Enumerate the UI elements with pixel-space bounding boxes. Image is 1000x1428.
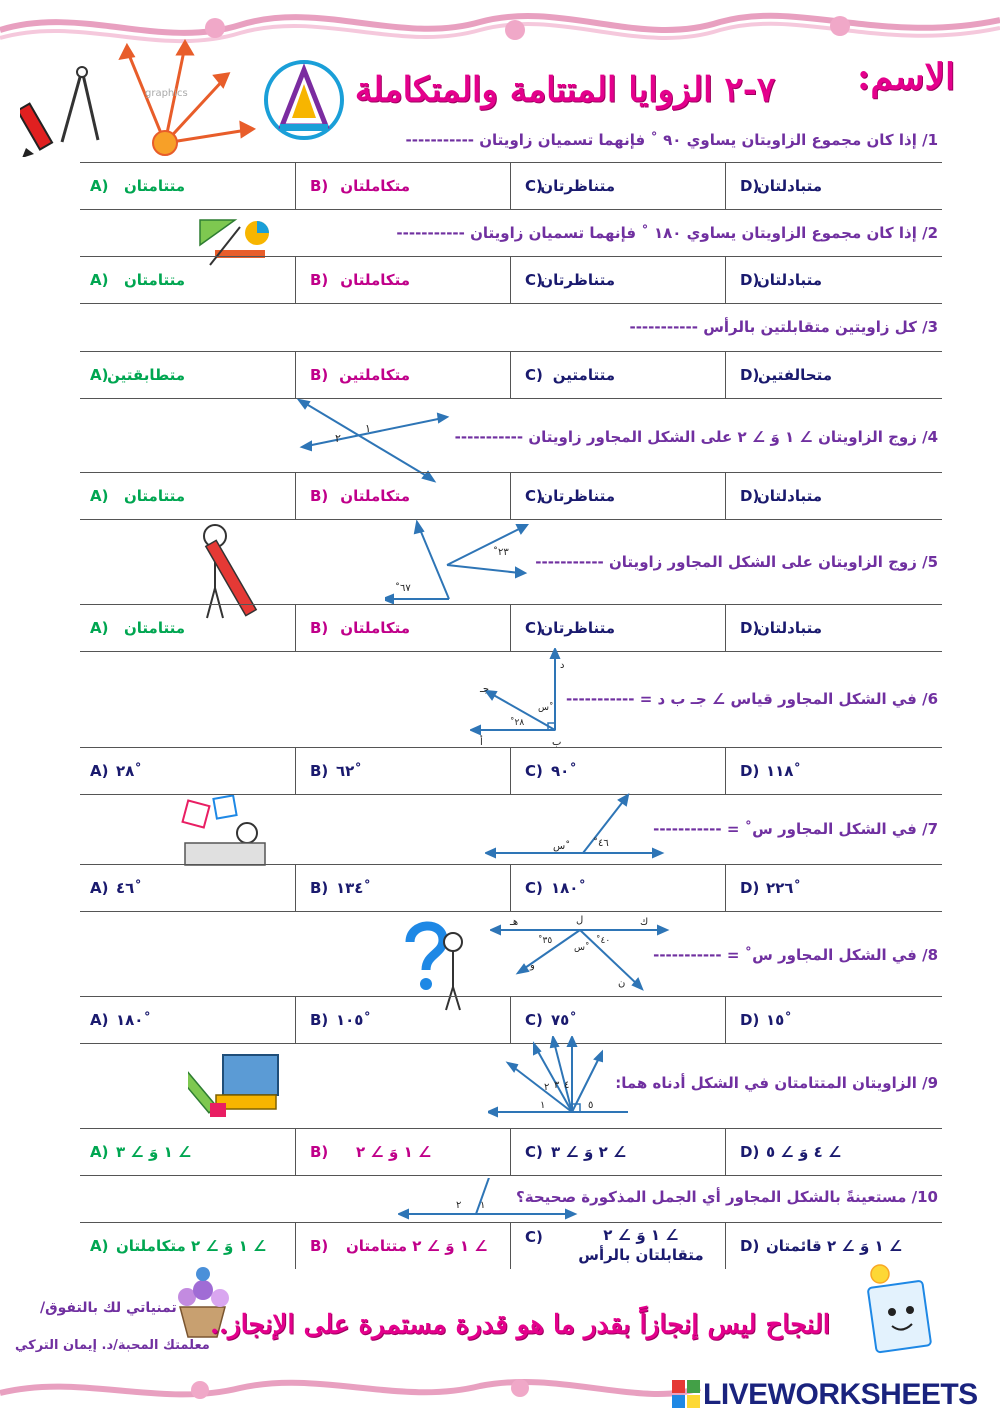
choice-text: ˚٩٠ bbox=[551, 762, 577, 780]
choice-3-a[interactable] bbox=[80, 352, 295, 398]
choice-label: D) bbox=[740, 1011, 760, 1029]
choice-text: متتامتان bbox=[123, 619, 185, 637]
q7-angle-46-label: ˚٤٦ bbox=[593, 838, 609, 849]
choice-label: B) bbox=[310, 879, 329, 897]
page-title: ٧-٢ الزوايا المتتامة والمتكاملة bbox=[354, 70, 776, 110]
question-2-choices bbox=[80, 256, 942, 304]
q8-angles-figure bbox=[490, 910, 670, 992]
choice-9-d[interactable] bbox=[725, 1129, 942, 1175]
choice-9-c[interactable] bbox=[510, 1129, 725, 1175]
choice-text: ˚١٥ bbox=[766, 1011, 792, 1029]
question-2-text: 2/ إذا كان مجموع الزاويتان يساوي ١٨٠ ˚ فإنهما تسميان زاويتان ----------- bbox=[396, 224, 938, 242]
choice-text: متحالفتين bbox=[757, 366, 832, 384]
choice-text: ∠ ١ وَ ∠ ٢ قائمتان bbox=[766, 1237, 903, 1255]
q4-angle2-label: ٢ bbox=[335, 432, 341, 445]
choice-label: B) bbox=[310, 177, 329, 195]
q10-angle2-label: ٢ bbox=[456, 1200, 462, 1211]
question-6-text: 6/ في الشكل المجاور قياس ∠ جـ ب د = ----------- bbox=[566, 690, 938, 708]
notebook-mascot-icon bbox=[850, 1262, 940, 1357]
choice-label: C) bbox=[525, 879, 543, 897]
choice-5-a[interactable] bbox=[80, 605, 295, 651]
q6-point-b-label: ب bbox=[552, 737, 562, 748]
choice-1-d[interactable] bbox=[725, 163, 942, 209]
choice-label: A) bbox=[90, 271, 109, 289]
choice-label: D) bbox=[740, 762, 760, 780]
question-3-choices bbox=[80, 351, 942, 399]
liveworksheets-logo-icon bbox=[672, 1380, 700, 1408]
choice-text: ∠ ٢ وَ ∠ ٣ bbox=[551, 1143, 627, 1161]
choice-text: ˚١٣٤ bbox=[336, 879, 371, 897]
choice-text: متبادلتان bbox=[756, 487, 822, 505]
choice-text: ˚٦٢ bbox=[336, 762, 362, 780]
question-8-text: 8/ في الشكل المجاور س˚ = ----------- bbox=[653, 946, 938, 964]
choice-text: ˚١١٨ bbox=[766, 762, 801, 780]
question-9-text: 9/ الزاويتان المتتامتان في الشكل أدناه هما: bbox=[615, 1074, 938, 1092]
choice-text: ˚٧٥ bbox=[551, 1011, 577, 1029]
choice-label: A) bbox=[90, 177, 109, 195]
liveworksheets-brand: LIVEWORKSHEETS bbox=[703, 1378, 978, 1411]
question-4-choices bbox=[80, 472, 942, 520]
choice-text: متبادلتان bbox=[756, 177, 822, 195]
choice-text: ∠ ١ وَ ∠ ٢ متقابلتان بالرأس bbox=[578, 1226, 704, 1264]
question-7-choices bbox=[80, 864, 942, 912]
choice-2-b[interactable] bbox=[295, 257, 510, 303]
choice-label: D) bbox=[740, 1237, 760, 1255]
choice-8-d[interactable] bbox=[725, 997, 942, 1043]
choice-text: متناظرتان bbox=[540, 619, 615, 637]
choice-10-b[interactable] bbox=[295, 1223, 510, 1269]
choice-label: C) bbox=[525, 366, 543, 384]
choice-text: متتامتين bbox=[552, 366, 615, 384]
choice-7-d[interactable] bbox=[725, 865, 942, 911]
choice-label: A) bbox=[90, 366, 109, 384]
choice-text: متكاملتان bbox=[340, 271, 410, 289]
question-1-text: 1/ إذا كان مجموع الزاويتان يساوي ٩٠ ˚ فإنهما تسميان زاويتان ----------- bbox=[405, 131, 938, 149]
choice-label: A) bbox=[90, 487, 109, 505]
teacher-name-text: معلمتك المحبة/د. إيمان التركي bbox=[15, 1338, 210, 1353]
choice-text: متناظرتان bbox=[540, 177, 615, 195]
q6-angle-s-label: س˚ bbox=[538, 703, 554, 713]
q8-point-w-label: و bbox=[530, 960, 535, 971]
choice-5-c[interactable] bbox=[510, 605, 725, 651]
choice-4-a[interactable] bbox=[80, 473, 295, 519]
question-1-choices bbox=[80, 162, 942, 210]
q5-angle1-label: ˚٢٣ bbox=[493, 547, 509, 558]
q5-angle-pair-figure bbox=[385, 515, 535, 605]
choice-2-c[interactable] bbox=[510, 257, 725, 303]
choice-text: متتامتان bbox=[123, 271, 185, 289]
choice-text: متكاملتان bbox=[340, 177, 410, 195]
choice-label: D) bbox=[740, 619, 760, 637]
choice-label: D) bbox=[740, 1143, 760, 1161]
choice-label: D) bbox=[740, 879, 760, 897]
choice-4-c[interactable] bbox=[510, 473, 725, 519]
q6-angle-28-label: ˚٢٨ bbox=[510, 718, 525, 728]
choice-text: ˚٢٢٦ bbox=[766, 879, 801, 897]
choice-label: A) bbox=[90, 762, 109, 780]
q6-right-angle-figure bbox=[470, 648, 580, 748]
geometry-tools-logo-icon bbox=[262, 58, 347, 143]
q9-angle1-label: ١ bbox=[540, 1100, 546, 1111]
choice-label: B) bbox=[310, 619, 329, 637]
q4-angle1-label: ١ bbox=[365, 422, 371, 435]
question-3-text: 3/ كل زاويتين متقابلتين بالرأس ----------- bbox=[629, 318, 938, 336]
choice-label: B) bbox=[310, 762, 329, 780]
choice-text: ˚٤٦ bbox=[116, 879, 142, 897]
choice-text: ∠ ١ وَ ∠ ٢ bbox=[356, 1143, 432, 1161]
choice-text: متتامتان bbox=[123, 487, 185, 505]
question-7-text: 7/ في الشكل المجاور س˚ = ----------- bbox=[653, 820, 938, 838]
choice-label: C) bbox=[525, 1228, 543, 1246]
choice-label: C) bbox=[525, 271, 543, 289]
choice-label: A) bbox=[90, 879, 109, 897]
choice-8-b[interactable] bbox=[295, 997, 510, 1043]
choice-label: C) bbox=[525, 1143, 543, 1161]
question-5-choices bbox=[80, 604, 942, 652]
choice-label: D) bbox=[740, 271, 760, 289]
q7-straight-angle-figure bbox=[485, 793, 665, 861]
choice-6-b[interactable] bbox=[295, 748, 510, 794]
choice-label: B) bbox=[310, 1143, 329, 1161]
q6-point-d-label: د bbox=[560, 660, 565, 671]
q9-angle5-label: ٥ bbox=[588, 1100, 594, 1111]
choice-text: ∠ ١ وَ ∠ ٣ bbox=[116, 1143, 192, 1161]
choice-text: ˚٢٨ bbox=[116, 762, 142, 780]
choice-7-c[interactable] bbox=[510, 865, 725, 911]
motivational-quote: النجاح ليس إنجازاً بقدر ما هو قدرة مستمرة على الإنجاز.. bbox=[209, 1310, 830, 1340]
angle-rays-icon bbox=[115, 38, 260, 163]
choice-5-d[interactable] bbox=[725, 605, 942, 651]
choice-label: C) bbox=[525, 177, 543, 195]
question-9-choices bbox=[80, 1128, 942, 1176]
choice-label: A) bbox=[90, 619, 109, 637]
q9-angle2-label: ٢ bbox=[544, 1082, 550, 1093]
q6-point-a-label: أ bbox=[480, 737, 483, 748]
choice-label: C) bbox=[525, 619, 543, 637]
choice-1-b[interactable] bbox=[295, 163, 510, 209]
choice-label: D) bbox=[740, 366, 760, 384]
choice-label: C) bbox=[525, 1011, 543, 1029]
svg-text:graphics: graphics bbox=[145, 88, 188, 99]
compass-pencil-icon bbox=[20, 62, 110, 157]
q6-point-j-label: جـ bbox=[480, 684, 490, 695]
choice-10-c[interactable] bbox=[510, 1223, 725, 1269]
choice-label: A) bbox=[90, 1011, 109, 1029]
choice-1-a[interactable] bbox=[80, 163, 295, 209]
choice-4-d[interactable] bbox=[725, 473, 942, 519]
choice-text: ˚١٨٠ bbox=[116, 1011, 151, 1029]
choice-6-c[interactable] bbox=[510, 748, 725, 794]
choice-label: B) bbox=[310, 366, 329, 384]
choice-label: B) bbox=[310, 487, 329, 505]
q9-angle3-label: ٣ bbox=[554, 1080, 560, 1091]
q8-point-l-label: ل bbox=[576, 915, 584, 926]
q8-angle-35-label: ˚٣٥ bbox=[538, 936, 553, 946]
q7-angle-s-label: س˚ bbox=[553, 841, 571, 852]
choice-text: متتامتان bbox=[123, 177, 185, 195]
q9-angle4-label: ٤ bbox=[564, 1080, 570, 1091]
books-supplies-icon bbox=[188, 1045, 293, 1120]
choice-7-b[interactable] bbox=[295, 865, 510, 911]
question-6-choices bbox=[80, 747, 942, 795]
q8-point-h-label: هـ bbox=[510, 917, 519, 928]
choice-label: A) bbox=[90, 1237, 109, 1255]
q8-point-n-label: ن bbox=[618, 978, 626, 989]
q9-rays-figure bbox=[488, 1036, 633, 1118]
choice-text: متكاملتان bbox=[340, 487, 410, 505]
choice-6-d[interactable] bbox=[725, 748, 942, 794]
choice-label: B) bbox=[310, 271, 329, 289]
choice-text: ∠ ١ وَ ∠ ٢ متكاملتان bbox=[116, 1237, 267, 1255]
choice-text: متبادلتان bbox=[756, 271, 822, 289]
q5-angle2-label: ˚٦٧ bbox=[395, 583, 411, 594]
choice-2-a[interactable] bbox=[80, 257, 295, 303]
choice-3-c[interactable] bbox=[510, 352, 725, 398]
choice-9-b[interactable] bbox=[295, 1129, 510, 1175]
choice-label: C) bbox=[525, 487, 543, 505]
choice-text: متناظرتان bbox=[540, 487, 615, 505]
choice-4-b[interactable] bbox=[295, 473, 510, 519]
choice-text: متبادلتان bbox=[756, 619, 822, 637]
question-5-text: 5/ زوج الزاويتان على الشكل المجاور زاويتان ----------- bbox=[535, 553, 938, 571]
q8-angle-40-label: ˚٤٠ bbox=[596, 936, 611, 946]
choice-text: متكاملتان bbox=[340, 619, 410, 637]
choice-1-c[interactable] bbox=[510, 163, 725, 209]
choice-label: C) bbox=[525, 762, 543, 780]
choice-8-a[interactable] bbox=[80, 997, 295, 1043]
choice-3-b[interactable] bbox=[295, 352, 510, 398]
choice-text: ˚١٠٥ bbox=[336, 1011, 371, 1029]
q10-angle1-label: ١ bbox=[480, 1200, 486, 1211]
q8-point-k-label: ك bbox=[640, 917, 649, 928]
teacher-wishes-text: تمنياتي لك بالتفوق/ bbox=[40, 1300, 177, 1316]
choice-3-d[interactable] bbox=[725, 352, 942, 398]
choice-label: D) bbox=[740, 487, 760, 505]
question-4-text: 4/ زوج الزاويتان ∠ ١ وَ ∠ ٢ على الشكل المجاور زاويتان ----------- bbox=[454, 428, 938, 446]
choice-7-a[interactable] bbox=[80, 865, 295, 911]
student-name-label: الاسم: bbox=[857, 56, 955, 98]
choice-label: D) bbox=[740, 177, 760, 195]
choice-text: متناظرتان bbox=[540, 271, 615, 289]
choice-text: ∠ ٤ وَ ∠ ٥ bbox=[766, 1143, 842, 1161]
choice-text: متكاملتين bbox=[339, 366, 410, 384]
choice-text: ˚١٨٠ bbox=[551, 879, 586, 897]
choice-5-b[interactable] bbox=[295, 605, 510, 651]
choice-6-a[interactable] bbox=[80, 748, 295, 794]
choice-label: B) bbox=[310, 1011, 329, 1029]
choice-text: ∠ ١ وَ ∠ ٢ متتامتان bbox=[346, 1237, 488, 1255]
student-laptop-icon bbox=[175, 795, 275, 870]
choice-label: B) bbox=[310, 1237, 329, 1255]
choice-2-d[interactable] bbox=[725, 257, 942, 303]
choice-text: متطابقتين bbox=[107, 366, 185, 384]
choice-label: A) bbox=[90, 1143, 109, 1161]
choice-9-a[interactable] bbox=[80, 1129, 295, 1175]
question-10-text: 10/ مستعينةً بالشكل المجاور أي الجمل المذكورة صحيحة؟ bbox=[516, 1188, 938, 1206]
q8-angle-s-label: س˚ bbox=[574, 943, 590, 953]
